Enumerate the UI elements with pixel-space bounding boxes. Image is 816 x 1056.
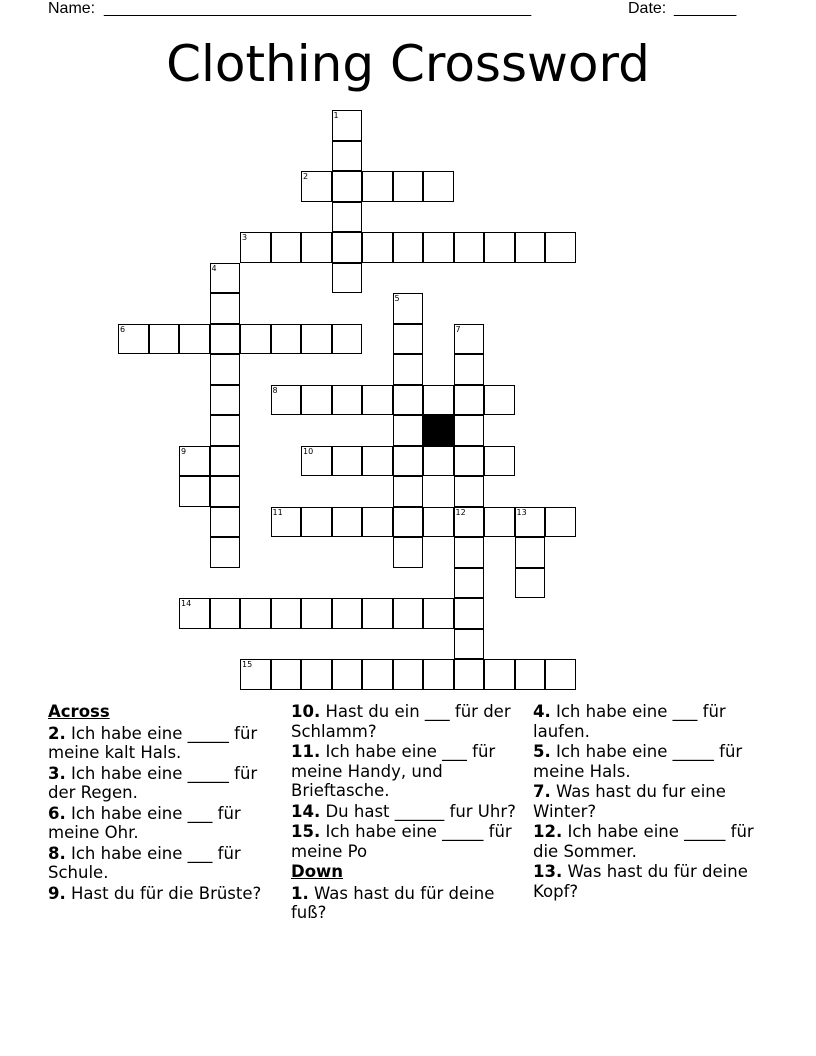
crossword-cell[interactable]	[393, 385, 424, 416]
crossword-cell[interactable]	[210, 324, 241, 355]
clue-number-label: 13	[516, 507, 527, 517]
crossword-cell[interactable]	[301, 659, 332, 690]
crossword-cell[interactable]	[332, 324, 363, 355]
crossword-cell[interactable]	[454, 476, 485, 507]
crossword-cell[interactable]	[454, 659, 485, 690]
clue-number-label: 8	[272, 385, 278, 395]
clue-number-label: 12	[455, 507, 466, 517]
clue-column-2	[291, 702, 519, 924]
crossword-cell[interactable]	[393, 324, 424, 355]
crossword-cell[interactable]	[210, 476, 241, 507]
crossword-cell[interactable]	[301, 507, 332, 538]
crossword-cell[interactable]	[210, 293, 241, 324]
clue-number-label: 3	[242, 233, 248, 242]
date-line[interactable]: _______	[674, 0, 737, 17]
across-heading: Across	[48, 702, 110, 721]
crossword-cell[interactable]	[362, 507, 393, 538]
crossword-cell[interactable]	[271, 324, 302, 355]
clue-number: 10.	[291, 702, 321, 721]
clue-text: Ich habe eine _____ für die Sommer.	[533, 822, 754, 861]
crossword-cell[interactable]	[332, 385, 363, 416]
clue-number: 4.	[533, 702, 551, 721]
crossword-cell[interactable]	[332, 263, 363, 294]
crossword-cell[interactable]	[454, 568, 485, 599]
crossword-cell[interactable]	[301, 232, 332, 263]
clue-number: 7.	[533, 782, 551, 801]
crossword-cell[interactable]	[393, 476, 424, 507]
clue-text: Ich habe eine _____ für meine kalt Hals.	[48, 723, 258, 762]
crossword-cell[interactable]	[423, 232, 454, 263]
crossword-cell[interactable]	[179, 324, 210, 355]
clue-text: Hast du für die Brüste?	[65, 883, 262, 903]
clue-text: Ich habe eine ___ für Schule.	[48, 843, 241, 882]
clue-across-14	[291, 802, 519, 822]
crossword-cell[interactable]	[454, 385, 485, 416]
clue-number: 11.	[291, 742, 321, 761]
crossword-cell[interactable]	[301, 598, 332, 629]
clue-text: Ich habe eine _____ für meine Po	[291, 822, 512, 861]
crossword-cell[interactable]	[210, 537, 241, 568]
name-line[interactable]: ________________________________________________	[104, 0, 532, 17]
clue-number-label: 10	[303, 446, 314, 456]
crossword-cell[interactable]	[423, 171, 454, 202]
clue-number: 9.	[48, 883, 66, 903]
crossword-cell[interactable]	[484, 385, 515, 416]
crossword-cell[interactable]	[393, 598, 424, 629]
crossword-cell[interactable]	[393, 659, 424, 690]
clue-number-label: 15	[242, 660, 253, 669]
crossword-cell[interactable]	[515, 537, 546, 568]
crossword-cell[interactable]	[332, 446, 363, 477]
clue-across-2	[48, 724, 276, 763]
crossword-cell[interactable]	[393, 171, 424, 202]
crossword-cell[interactable]	[301, 324, 332, 355]
clue-number: 15.	[291, 822, 321, 841]
clue-number: 8.	[48, 843, 66, 863]
name-label: Name:	[48, 0, 96, 17]
crossword-cell[interactable]	[332, 507, 363, 538]
clue-number-label: 5	[394, 294, 400, 303]
crossword-cell[interactable]	[393, 507, 424, 538]
crossword-cell[interactable]	[393, 537, 424, 568]
clue-across-8	[48, 844, 276, 883]
crossword-cell[interactable]	[454, 446, 485, 477]
clue-number-label: 11	[272, 507, 283, 517]
crossword-cell[interactable]	[179, 476, 210, 507]
crossword-black-cell	[423, 415, 454, 446]
crossword-cell[interactable]	[271, 232, 302, 263]
clue-text: Ich habe eine ___ für laufen.	[533, 702, 726, 741]
clue-across-10	[291, 702, 519, 741]
clue-text: Hast du ein ___ für der Schlamm?	[291, 702, 511, 741]
crossword-cell[interactable]	[149, 324, 180, 355]
crossword-cell[interactable]	[301, 385, 332, 416]
clue-number: 1.	[291, 883, 309, 903]
crossword-cell[interactable]	[545, 659, 576, 690]
crossword-cell[interactable]	[423, 446, 454, 477]
crossword-cell[interactable]	[332, 232, 363, 263]
crossword-cell[interactable]	[362, 446, 393, 477]
crossword-cell[interactable]	[454, 537, 485, 568]
crossword-cell[interactable]	[271, 598, 302, 629]
clue-across-3	[48, 764, 276, 803]
crossword-cell[interactable]	[332, 171, 363, 202]
crossword-cell[interactable]	[393, 232, 424, 263]
crossword-cell[interactable]	[545, 507, 576, 538]
clue-text: Was hast du fur eine Winter?	[533, 782, 726, 821]
crossword-cell[interactable]	[484, 232, 515, 263]
crossword-cell[interactable]	[423, 659, 454, 690]
clue-down-13	[533, 862, 761, 901]
clue-across-15	[291, 822, 519, 861]
clue-column-3	[533, 702, 761, 902]
clue-across-11	[291, 742, 519, 801]
clue-down-12	[533, 822, 761, 861]
clue-number-label: 1	[333, 111, 339, 120]
clue-number-label: 7	[455, 324, 461, 334]
clue-text: Was hast du für deine Kopf?	[533, 862, 748, 901]
clue-text: Was hast du für deine fuß?	[291, 883, 495, 922]
crossword-cell[interactable]	[454, 354, 485, 385]
crossword-cell[interactable]	[362, 598, 393, 629]
crossword-cell[interactable]	[240, 324, 271, 355]
clue-number-label: 4	[211, 263, 217, 273]
clue-text: Du hast ______ fur Uhr?	[320, 801, 516, 821]
crossword-cell[interactable]	[484, 446, 515, 477]
down-heading: Down	[291, 862, 344, 881]
crossword-cell[interactable]	[362, 659, 393, 690]
crossword-cell[interactable]	[332, 598, 363, 629]
crossword-cell[interactable]	[484, 659, 515, 690]
clue-down-7	[533, 782, 761, 821]
clue-number: 2.	[48, 723, 66, 743]
clue-number: 13.	[533, 862, 563, 881]
clue-across-9	[48, 884, 276, 904]
crossword-cell[interactable]	[271, 659, 302, 690]
crossword-cell[interactable]	[240, 598, 271, 629]
crossword-cell[interactable]	[393, 415, 424, 446]
clue-number-label: 2	[303, 172, 309, 181]
crossword-cell[interactable]	[454, 598, 485, 629]
clue-number-label: 9	[181, 446, 187, 456]
crossword-cell[interactable]	[332, 141, 363, 172]
crossword-cell[interactable]	[210, 598, 241, 629]
crossword-cell[interactable]	[454, 232, 485, 263]
clue-down-5	[533, 742, 761, 781]
clue-text: Ich habe eine ___ für meine Handy, und Brieftasche.	[291, 742, 496, 800]
clue-number: 14.	[291, 801, 321, 821]
crossword-cell[interactable]	[362, 385, 393, 416]
crossword-cell[interactable]	[423, 385, 454, 416]
crossword-cell[interactable]	[210, 385, 241, 416]
crossword-cell[interactable]	[515, 659, 546, 690]
clue-text: Ich habe eine ___ für meine Ohr.	[48, 803, 241, 842]
page-title: Clothing Crossword	[166, 35, 650, 93]
crossword-cell[interactable]	[454, 629, 485, 660]
crossword-cell[interactable]	[393, 354, 424, 385]
date-label: Date:	[628, 0, 667, 17]
crossword-cell[interactable]	[210, 415, 241, 446]
crossword-cell[interactable]	[332, 659, 363, 690]
clue-number-label: 6	[120, 324, 126, 334]
clue-down-1	[291, 884, 519, 923]
crossword-cell[interactable]	[423, 598, 454, 629]
clue-across-6	[48, 804, 276, 843]
crossword-cell[interactable]	[515, 568, 546, 599]
clue-number-label: 14	[181, 599, 192, 608]
crossword-cell[interactable]	[454, 415, 485, 446]
clue-number: 6.	[48, 803, 66, 823]
crossword-cell[interactable]	[362, 171, 393, 202]
crossword-cell[interactable]	[210, 354, 241, 385]
clue-number: 5.	[533, 742, 551, 761]
clue-number: 12.	[533, 822, 563, 841]
clue-down-4	[533, 702, 761, 741]
crossword-cell[interactable]	[484, 507, 515, 538]
crossword-cell[interactable]	[210, 446, 241, 477]
crossword-cell[interactable]	[362, 232, 393, 263]
crossword-cell[interactable]	[393, 446, 424, 477]
crossword-cell[interactable]	[210, 507, 241, 538]
clue-column-1	[48, 702, 276, 904]
crossword-cell[interactable]	[545, 232, 576, 263]
clue-text: Ich habe eine _____ für meine Hals.	[533, 742, 743, 781]
crossword-cell[interactable]	[332, 202, 363, 233]
crossword-cell[interactable]	[423, 507, 454, 538]
crossword-cell[interactable]	[515, 232, 546, 263]
clue-text: Ich habe eine _____ für der Regen.	[48, 763, 258, 802]
clue-number: 3.	[48, 763, 66, 783]
